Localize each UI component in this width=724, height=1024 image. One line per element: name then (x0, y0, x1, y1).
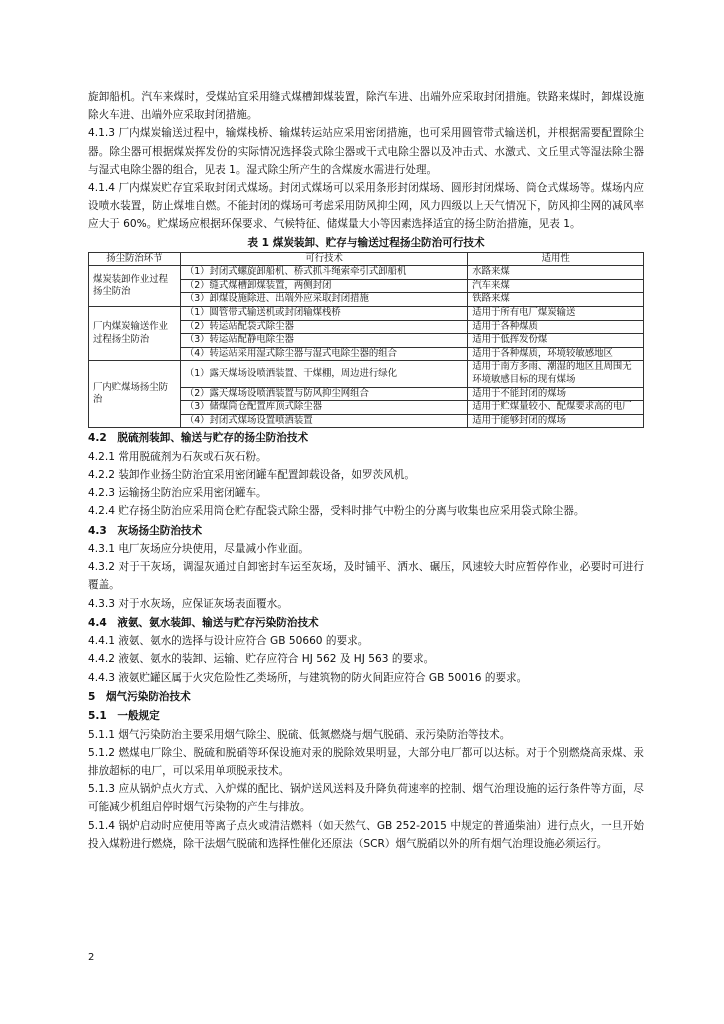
applicability-cell: 铁路来煤 (468, 293, 644, 307)
applicability-cell: 适用于各种煤质 (468, 320, 644, 334)
section-heading: 5.1 一般规定 (88, 710, 160, 723)
column-header: 适用性 (468, 252, 644, 266)
table-row (89, 307, 644, 321)
paragraph: 4.4.2 液氨、氨水的装卸、运输、贮存应符合 HJ 562 及 HJ 563 的要求。 (88, 653, 435, 666)
paragraph: 4.2.3 运输扬尘防治应采用密闭罐车。 (88, 487, 267, 500)
table-row (89, 361, 644, 387)
technology-cell: （4）封闭式煤场设置喷洒装置 (180, 414, 467, 428)
technology-cell: （3）转运站配静电除尘器 (180, 334, 467, 348)
paragraph: 旋卸船机。汽车来煤时，受煤站宜采用缝式煤槽卸煤装置，除汽车进、出端外应采取封闭措施。铁路来煤时，卸煤设施除火车进、出端外应采取封闭措施。 (88, 91, 644, 122)
paragraph: 4.2.2 装卸作业扬尘防治宜采用密闭罐车配置卸载设备，如罗茨风机。 (88, 468, 415, 481)
applicability-cell: 适用于各种煤质，环境较敏感地区 (468, 347, 644, 361)
paragraph: 4.3.1 电厂灰场应分块使用，尽量减小作业面。 (88, 542, 310, 555)
technology-cell: （2）转运站配袋式除尘器 (180, 320, 467, 334)
technology-cell: （2）露天煤场设喷洒装置与防风抑尘网组合 (180, 387, 467, 401)
applicability-cell: 水路来煤 (468, 266, 644, 280)
table-header-row (89, 252, 644, 266)
paragraph: 4.3.2 对于干灰场，调湿灰通过自卸密封车运至灰场，及时铺平、洒水、碾压，风速较大时应暂停作业，必要时可进行覆盖。 (88, 561, 644, 592)
technology-cell: （1）露天煤场设喷洒装置、干煤棚，周边进行绿化 (180, 361, 467, 387)
section-heading: 4.3 灰场扬尘防治技术 (88, 524, 203, 537)
paragraph: 4.4.1 液氨、氨水的选择与设计应符合 GB 50660 的要求。 (88, 635, 369, 648)
paragraph: 4.2.4 贮存扬尘防治应采用筒仓贮存配袋式除尘器，受料时排气中粉尘的分离与收集也应采用袋式除尘器。 (88, 505, 585, 518)
applicability-cell: 适用于所有电厂煤炭输送 (468, 307, 644, 321)
technology-cell: （3）储煤筒仓配置库顶式除尘器 (180, 401, 467, 415)
section-heading: 4.4 液氨、氨水装卸、输送与贮存污染防治技术 (88, 616, 319, 629)
table-body (89, 266, 644, 428)
applicability-cell: 适用于贮煤量较小、配煤要求高的电厂 (468, 401, 644, 415)
table-row (89, 266, 644, 280)
paragraph: 5.1.4 锅炉启动时应使用等离子点火或清洁燃料（如天然气、GB 252-2015 中规定的普通柴油）进行点火，一旦开始投入煤粉进行燃烧，除干法烟气脱硫和选择性催化还原法（SCR）烟气脱硝以外的所有烟气治理设施必须运行。 (88, 819, 644, 850)
technology-cell: （1）封闭式螺旋卸船机、桥式抓斗绳索牵引式卸船机 (180, 266, 467, 280)
paragraph: 4.1.4 厂内煤炭贮存宜采取封闭式煤场。封闭式煤场可以采用条形封闭煤场、圆形封闭煤场、筒仓式煤场等。煤场内应设喷水装置，防止煤堆自燃。不能封闭的煤场可考虑采用防风抑尘网，风力四级以上天气情况下，防风抑尘网的减风率应大于 60%。贮煤场应根据环保要求、气候特征、储煤量大小等因素选择适宜的扬尘防治措施，见表 1。 (88, 182, 644, 231)
segment-cell: 厂内煤炭输送作业过程扬尘防治 (89, 307, 181, 361)
segment-cell: 厂内贮煤场扬尘防治 (89, 361, 181, 428)
intro-paragraphs (88, 88, 644, 234)
paragraph: 4.3.3 对于水灰场，应保证灰场表面覆水。 (88, 597, 288, 610)
paragraph: 5.1.1 烟气污染防治主要采用烟气除尘、脱硫、低氮燃烧与烟气脱硝、汞污染防治等技术。 (88, 728, 511, 741)
section-heading: 4.2 脱硫剂装卸、输送与贮存的扬尘防治技术 (88, 432, 309, 445)
applicability-cell: 汽车来煤 (468, 279, 644, 293)
applicability-cell: 适用于南方多雨、潮湿的地区且周围无环境敏感目标的现有煤场 (468, 361, 644, 387)
column-header: 可行技术 (180, 252, 467, 266)
technology-cell: （1）圆管带式输送机或封闭输煤栈桥 (180, 307, 467, 321)
technology-cell: （3）卸煤设施除进、出端外应采取封闭措施 (180, 293, 467, 307)
paragraph: 5.1.2 燃煤电厂除尘、脱硫和脱硝等环保设施对汞的脱除效果明显，大部分电厂都可以达标。对于个别燃烧高汞煤、汞排放超标的电厂，可以采用单项脱汞技术。 (88, 746, 644, 778)
table-caption: 表 1 煤炭装卸、贮存与输送过程扬尘防治可行技术 (247, 236, 485, 249)
applicability-cell: 适用于能够封闭的煤场 (468, 414, 644, 428)
segment-cell: 煤炭装卸作业过程扬尘防治 (89, 266, 181, 307)
technology-cell: （4）转运站采用湿式除尘器与湿式电除尘器的组合 (180, 347, 467, 361)
paragraph: 5.1.3 应从锅炉点火方式、入炉煤的配比、锅炉送风送料及升降负荷速率的控制、烟气治理设施的运行条件等方面，尽可能减少机组启停时烟气污染物的产生与排放。 (88, 783, 644, 814)
paragraph: 4.2.1 常用脱硫剂为石灰或石灰石粉。 (88, 450, 267, 463)
paragraph: 4.4.3 液氨贮罐区属于火灾危险性乙类场所，与建筑物的防火间距应符合 GB 50016 的要求。 (88, 671, 528, 684)
applicability-cell: 适用于不能封闭的煤场 (468, 387, 644, 401)
technology-cell: （2）缝式煤槽卸煤装置，两侧封闭 (180, 279, 467, 293)
document-page (88, 88, 644, 853)
dust-control-table (88, 252, 644, 429)
column-header: 扬尘防治环节 (89, 252, 181, 266)
applicability-cell: 适用于低挥发份煤 (468, 334, 644, 348)
body-sections (88, 429, 644, 853)
page-number: 2 (88, 952, 95, 963)
paragraph: 4.1.3 厂内煤炭输送过程中，输煤栈桥、输煤转运站应采用密闭措施，也可采用圆管带式输送机，并根据需要配置除尘器。除尘器可根据煤炭挥发份的实际情况选择袋式除尘器或干式电除尘器以及冲击式、水激式、文丘里式等湿法除尘器与湿式电除尘器的组合，见表 1。湿式除尘所产生的含煤废水需进行处理。 (88, 127, 644, 176)
section-heading: 5 烟气污染防治技术 (88, 690, 191, 703)
